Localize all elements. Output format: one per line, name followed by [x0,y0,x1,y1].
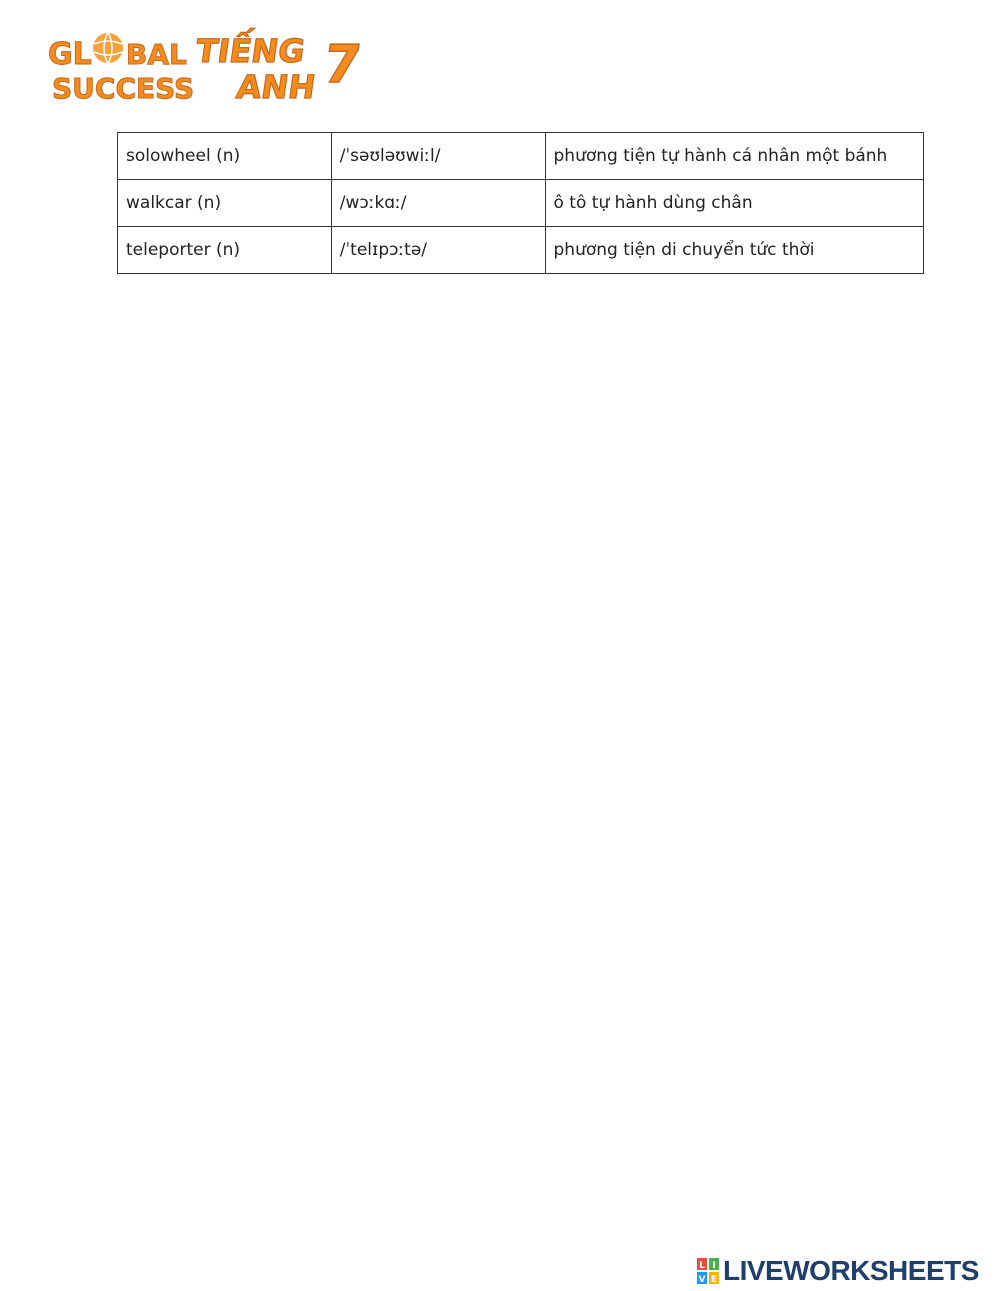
logo-number-7: 7 [319,35,365,95]
badge-letter-v: V [698,1275,706,1284]
table-row [118,133,924,180]
liveworksheets-brand[interactable] [697,1256,979,1286]
badge-letter-i: I [712,1261,716,1271]
meaning-cell: ô tô tự hành dùng chân [545,180,924,227]
logo-word-success: SUCCESS [52,72,195,105]
header-logos-svg [46,22,376,106]
tieng-anh-logo [188,28,365,106]
logo-word-tieng: TIẾNG [193,32,308,70]
ipa-cell: /ˈsəʊləʊwiːl/ [331,133,545,180]
global-success-logo [48,32,194,105]
badge-letter-e: E [710,1275,718,1284]
logo-word-anh: ANH [234,68,318,106]
liveworksheets-badge-icon [697,1258,719,1284]
table-row [118,180,924,227]
ipa-cell: /wɔːkɑː/ [331,180,545,227]
word-cell: teleporter (n) [118,227,332,274]
logo-word-gl: GL [48,37,92,72]
vocabulary-table [117,132,924,274]
meaning-cell: phương tiện di chuyển tức thời [545,227,924,274]
ipa-cell: /ˈtelɪpɔːtə/ [331,227,545,274]
word-cell: walkcar (n) [118,180,332,227]
header-logos [46,22,376,106]
table-row [118,227,924,274]
word-cell: solowheel (n) [118,133,332,180]
liveworksheets-wordmark: LIVEWORKSHEETS [723,1255,979,1286]
badge-letter-l: L [699,1261,705,1271]
globe-icon [92,32,124,64]
meaning-cell: phương tiện tự hành cá nhân một bánh [545,133,924,180]
logo-word-bal: BAL [126,38,187,71]
